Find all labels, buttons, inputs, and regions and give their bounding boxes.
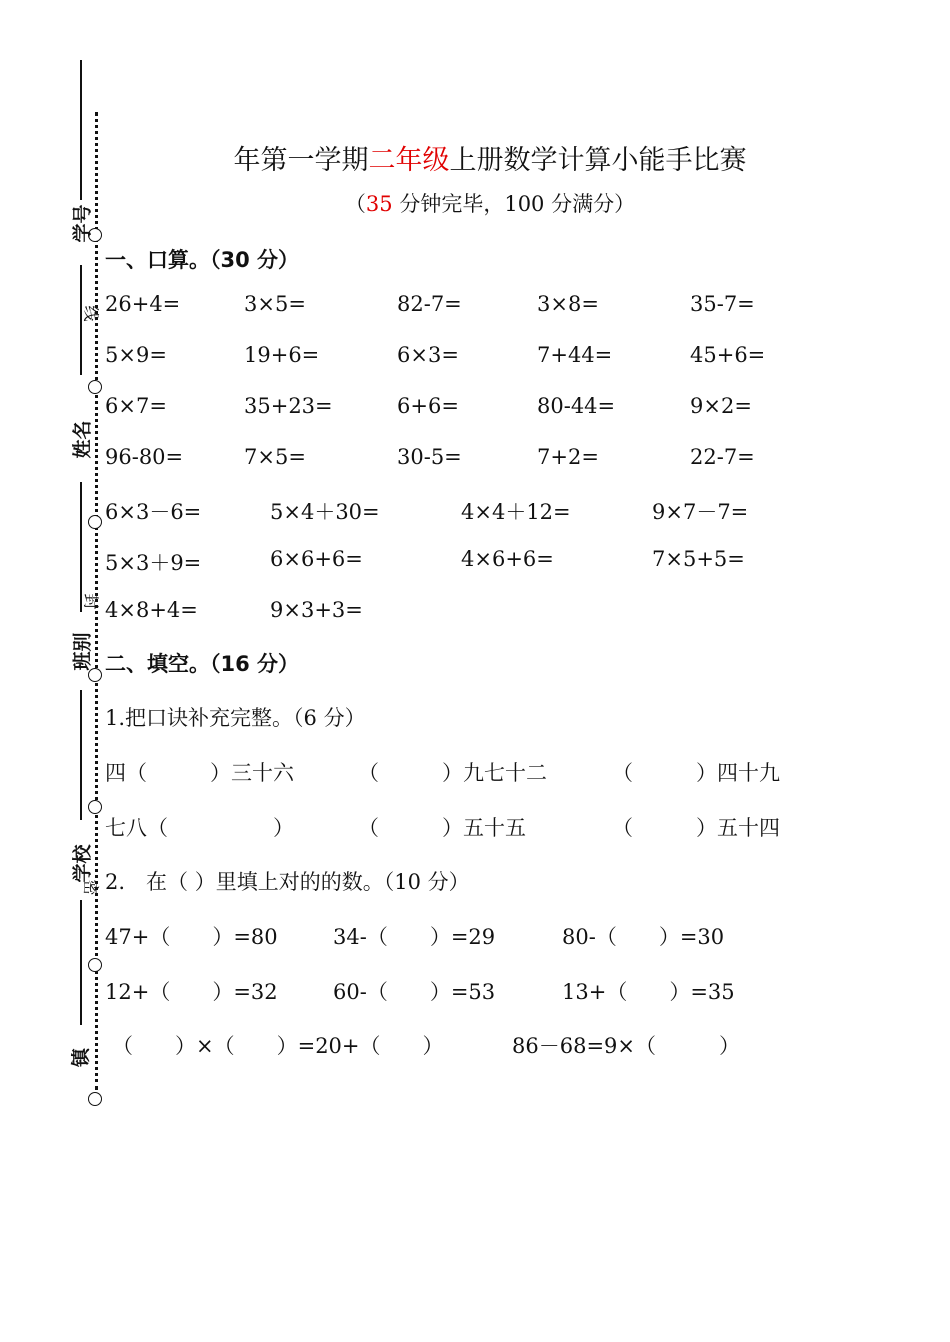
fill-item: （ ）×（ ）=20+（ ） <box>112 1034 444 1058</box>
fill-item: （ ）五十四 <box>612 816 780 840</box>
seal-seal-char: 封 <box>81 593 101 610</box>
arith-item: 80-44= <box>537 394 616 418</box>
arith-item: 4×6+6= <box>461 547 554 571</box>
fill-item: 47+（ ）=80 <box>105 925 278 949</box>
arith-item: 45+6= <box>690 343 766 367</box>
fill-item: 60-（ ）=53 <box>333 980 496 1004</box>
arith-item: 30-5= <box>397 445 462 469</box>
section-heading-mental-arithmetic: 一、口算。（30 分） <box>105 248 300 272</box>
arith-item: 96-80= <box>105 445 184 469</box>
label-school: 学校 <box>71 844 94 883</box>
section-heading-fill-blanks: 二、填空。（16 分） <box>105 652 300 676</box>
arith-item: 4×4＋12= <box>461 500 571 524</box>
arith-item: 3×8= <box>537 292 599 316</box>
arith-item: 7+44= <box>537 343 613 367</box>
margin-line <box>80 60 82 200</box>
arith-item: 22-7= <box>690 445 755 469</box>
seal-secret-char: 密 <box>81 879 101 896</box>
fill-item: 86－68=9×（ ） <box>512 1034 740 1058</box>
arith-item: 5×4＋30= <box>270 500 380 524</box>
fill-item: 13+（ ）=35 <box>562 980 735 1004</box>
margin-circle <box>88 515 102 529</box>
arith-item: 5×9= <box>105 343 167 367</box>
arith-item: 6×3= <box>397 343 459 367</box>
arith-item: 35-7= <box>690 292 755 316</box>
seal-line-char: 线 <box>81 305 101 322</box>
margin-circle <box>88 800 102 814</box>
arith-item: 9×3+3= <box>270 598 363 622</box>
fill-item: 四（ ）三十六 <box>105 761 294 785</box>
fill-item: 七八（ ） <box>105 816 294 840</box>
label-class: 班别 <box>71 632 94 671</box>
fill-item: （ ）九七十二 <box>358 761 547 785</box>
margin-circle <box>88 1092 102 1106</box>
arith-item: 6×3－6= <box>105 500 202 524</box>
fill-item: 80-（ ）=30 <box>562 925 725 949</box>
arith-item: 9×7－7= <box>652 500 749 524</box>
margin-line <box>80 900 82 1025</box>
margin-line <box>80 690 82 820</box>
fill-item: （ ）五十五 <box>358 816 526 840</box>
arith-item: 6+6= <box>397 394 459 418</box>
arith-item: 7×5= <box>244 445 306 469</box>
fill-item: （ ）四十九 <box>612 761 780 785</box>
margin-circle <box>88 958 102 972</box>
page-title: 年第一学期二年级上册数学计算小能手比赛 <box>233 145 747 176</box>
question-2-prompt: 2. 在（ ）里填上对的的数。（10 分） <box>105 870 470 894</box>
page-subtitle: （35 分钟完毕，100 分满分） <box>344 192 636 216</box>
label-name: 姓名 <box>71 420 94 459</box>
margin-circle <box>88 380 102 394</box>
arith-item: 7×5+5= <box>652 547 745 571</box>
arith-item: 7+2= <box>537 445 599 469</box>
arith-item: 6×7= <box>105 394 167 418</box>
arith-item: 26+4= <box>105 292 181 316</box>
arith-item: 82-7= <box>397 292 462 316</box>
arith-item: 3×5= <box>244 292 306 316</box>
arith-item: 9×2= <box>690 394 752 418</box>
arith-item: 6×6+6= <box>270 547 363 571</box>
arith-item: 4×8+4= <box>105 598 198 622</box>
label-student-number: 学号 <box>71 204 94 243</box>
arith-item: 35+23= <box>244 394 333 418</box>
arith-item: 19+6= <box>244 343 320 367</box>
fill-item: 34-（ ）=29 <box>333 925 496 949</box>
label-town: 镇 <box>70 1047 93 1068</box>
arith-item: 5×3＋9= <box>105 551 202 575</box>
fill-item: 12+（ ）=32 <box>105 980 278 1004</box>
question-1-prompt: 1.把口诀补充完整。（6 分） <box>105 706 366 730</box>
